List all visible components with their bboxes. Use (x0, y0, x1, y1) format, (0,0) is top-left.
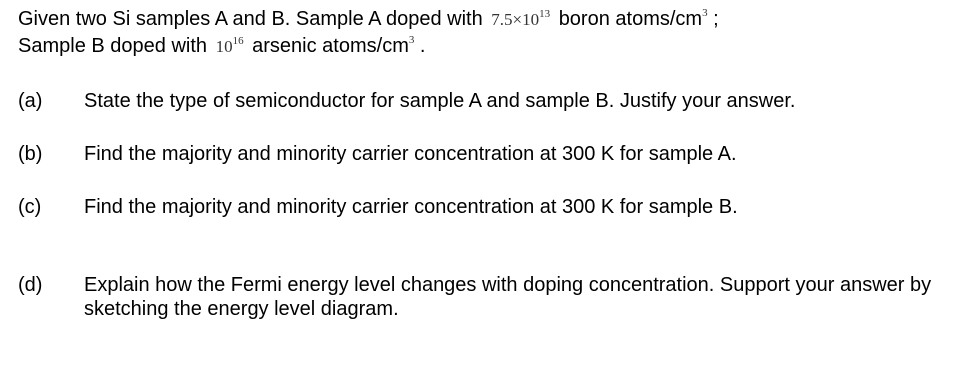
line2-unit-text: arsenic atoms/cm (252, 35, 409, 57)
question-a-text: State the type of semiconductor for sample A and sample B. Justify your answer. (84, 90, 796, 112)
line1-prefix-text: Given two Si samples A and B. Sample A doped with (18, 8, 483, 30)
question-b-text: Find the majority and minority carrier concentration at 300 K for sample A. (84, 143, 737, 165)
line1-unit-text: boron atoms/cm (558, 8, 703, 30)
question-d-text: Explain how the Fermi energy level changes with doping concentration. Support your answer by sketching the energy level diagram. (84, 274, 932, 320)
sample-a-mantissa: 7.5 (491, 10, 513, 29)
line2-prefix-text: Sample B doped with (18, 35, 208, 57)
sample-b-base: 10 (215, 37, 233, 56)
question-c-label: (c) (18, 196, 42, 218)
line2-unit-exponent: 3 (408, 34, 415, 47)
line1-suffix: ; (713, 8, 719, 30)
sample-a-base: 10 (522, 10, 540, 29)
sample-a-exponent: 13 (539, 8, 551, 21)
question-d-label: (d) (18, 274, 43, 296)
question-a-label: (a) (18, 90, 43, 112)
times-sign: × (512, 10, 523, 29)
problem-statement-line-2 (18, 33, 948, 60)
line2-suffix: . (419, 35, 426, 57)
sample-a-concentration (491, 10, 550, 29)
line1-unit-exponent: 3 (702, 7, 708, 20)
problem-statement-line-1 (18, 6, 948, 33)
problem-statement (18, 6, 948, 60)
sample-b-concentration (216, 37, 244, 56)
sample-b-exponent: 16 (232, 35, 244, 48)
question-c-text: Find the majority and minority carrier concentration at 300 K for sample B. (84, 196, 738, 218)
question-b-label: (b) (18, 143, 43, 165)
